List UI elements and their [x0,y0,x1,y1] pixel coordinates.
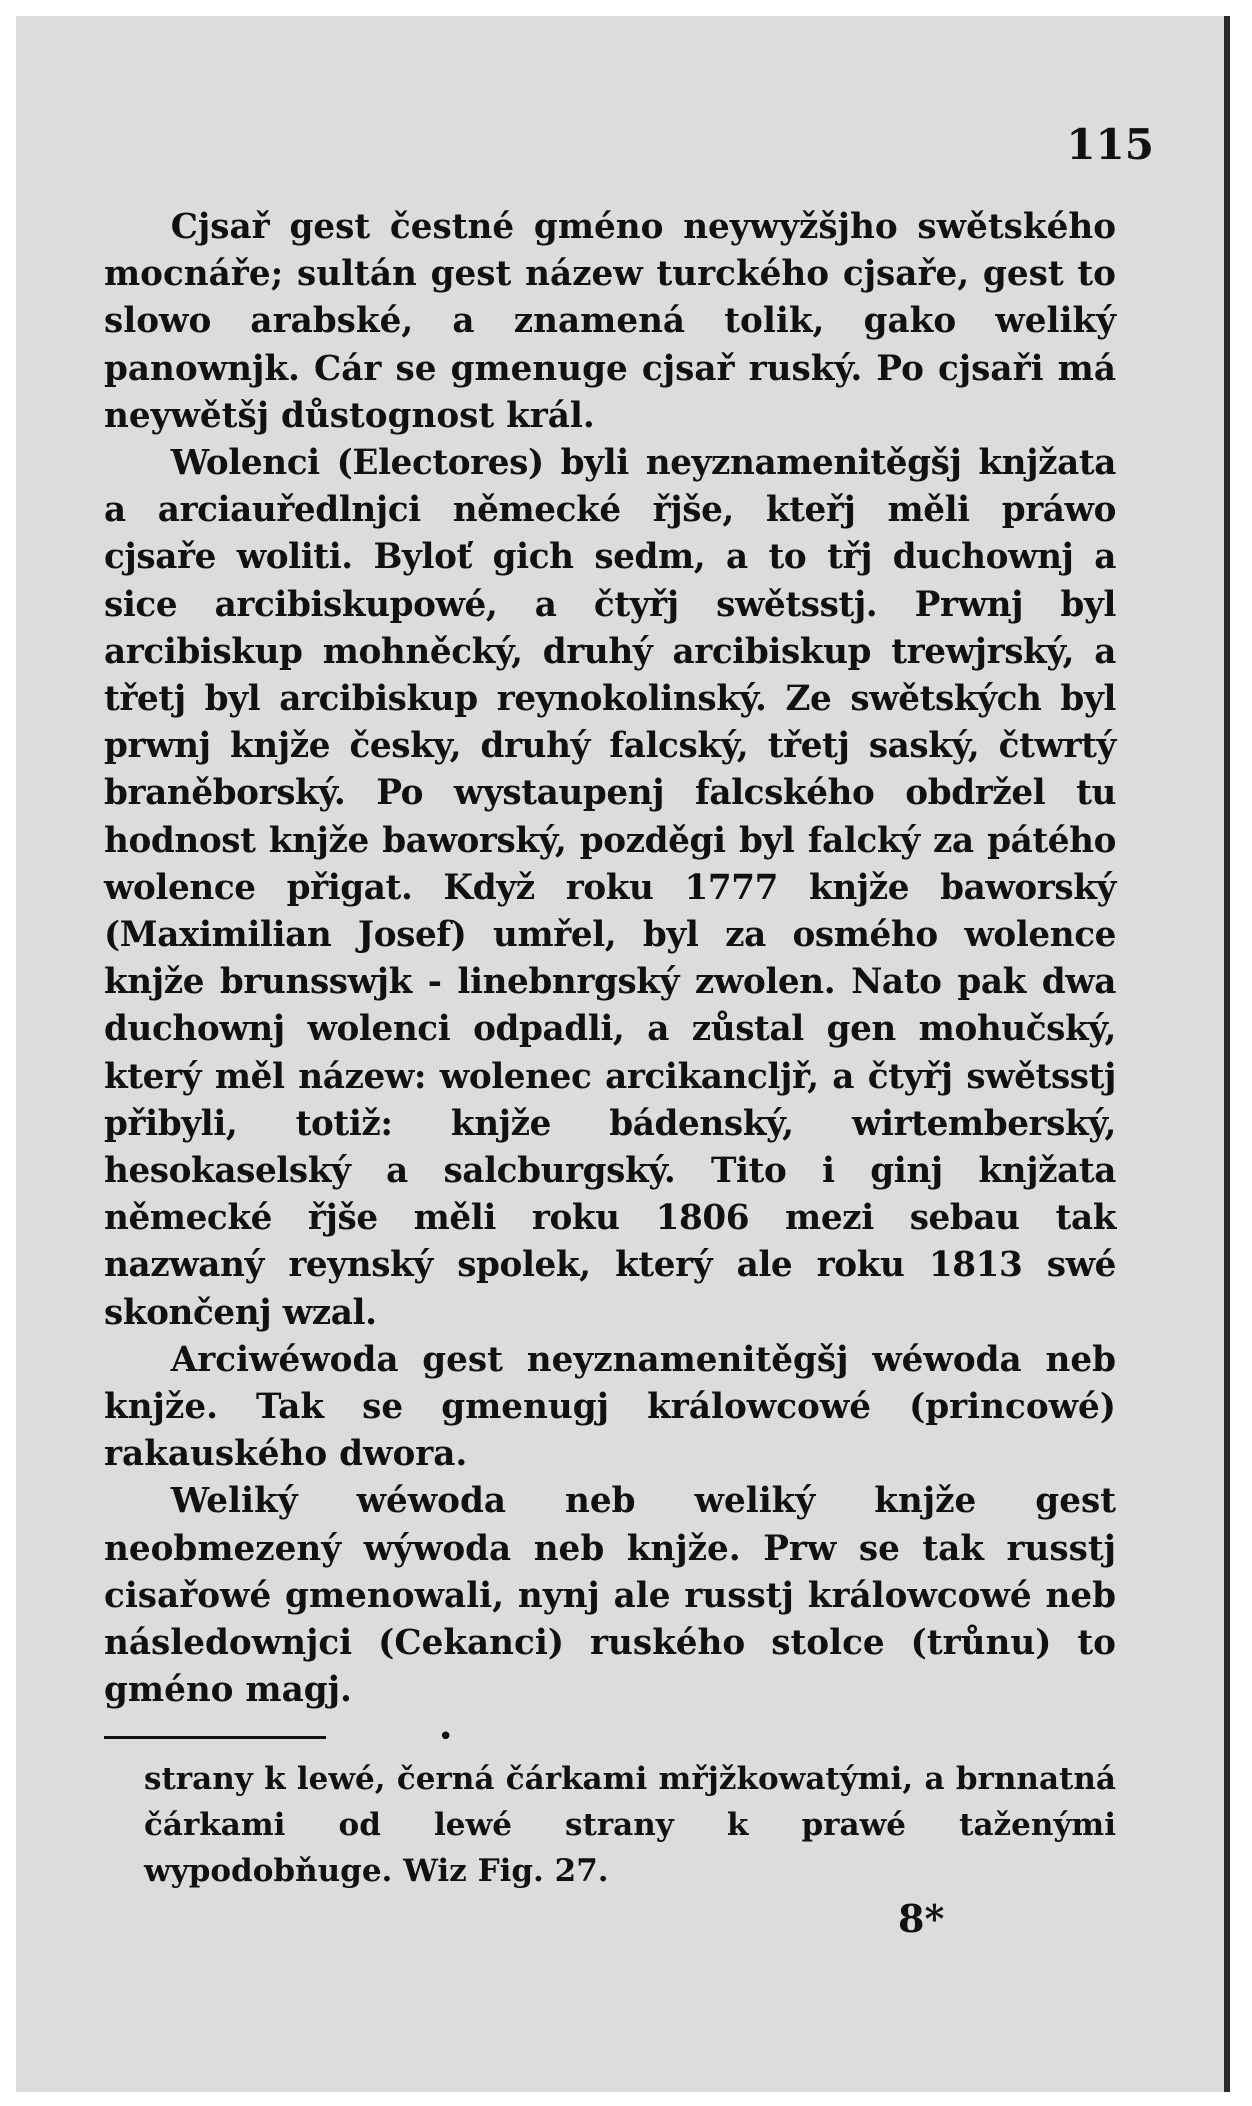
paragraph-wolenci: Wolenci (Electores) byli neyznamenitěgšj knjžata a arciauředlnjci německé řjše, kteřj měli práwo cjsaře woliti. Byloť gich sedm, a to třj duchownj a sice arcibiskupowé, a čtyřj swětsstj. Prwnj byl arcibiskup mohněcký, druhý arcibiskup trewjrský, a třetj byl arcibiskup reynokolinský. Ze swětských byl prwnj knjže česky, druhý falcský, třetj saský, čtwrtý braněborský. Po wystaupenj falcského obdržel tu hodnost knjže baworský, pozděgi byl falcký za pátého wolence přigat. Když roku 1777 knjže baworský (Maximilian Josef) umřel, byl za osmého wolence knjže brunsswjk - linebnrgský zwolen. Nato pak dwa duchownj wolenci odpadli, a zůstal gen mohučský, který měl názew: wolenec arcikancljř, a čtyřj swětsstj přibyli, totiž: knjže bádenský, wirtemberský, hesokaselský a salcburgský. Tito i ginj knjžata německé řjše měli roku 1806 mezi sebau tak nazwaný reynský spolek, který ale roku 1813 swé skončenj wzal. [104,443,1116,1333]
paragraph-cisar: Cjsař gest čestné gméno neywyžšjho swětského mocnáře; sultán gest názew turckého cjsaře, gest to slowo arabské, a znamená tolik, gako weliký panownjk. Cár se gmenuge cjsař ruský. Po cjsaři má neywětšj důstognost král. [104,207,1116,436]
main-text [104,204,1116,1715]
signature-mark: 8* [898,1896,945,1941]
footnote-divider [104,1736,326,1739]
book-page [16,16,1230,2092]
paragraph-weliky-wewoda: Weliký wéwoda neb weliký knjže gest neobmezený wýwoda neb knjže. Prw se tak russtj cisařowé gmenowali, nynj ale russtj králowcowé neb následownjci (Cekanci) ruského stolce (trůnu) to gméno magj. [104,1481,1116,1711]
footnote-text: strany k lewé, černá čárkami mřjžkowatými, a brnnatná čárkami od lewé strany k prawé taženými wypodobňuge. Wiz Fig. 27. [144,1761,1116,1889]
page-number: 115 [1066,120,1154,169]
paragraph-arciwewoda: Arciwéwoda gest neyznamenitěgšj wéwoda neb knjže. Tak se gmenugj králowcowé (princowé) rakauského dwora. [104,1339,1116,1475]
footnote-bullet: • [438,1722,454,1752]
